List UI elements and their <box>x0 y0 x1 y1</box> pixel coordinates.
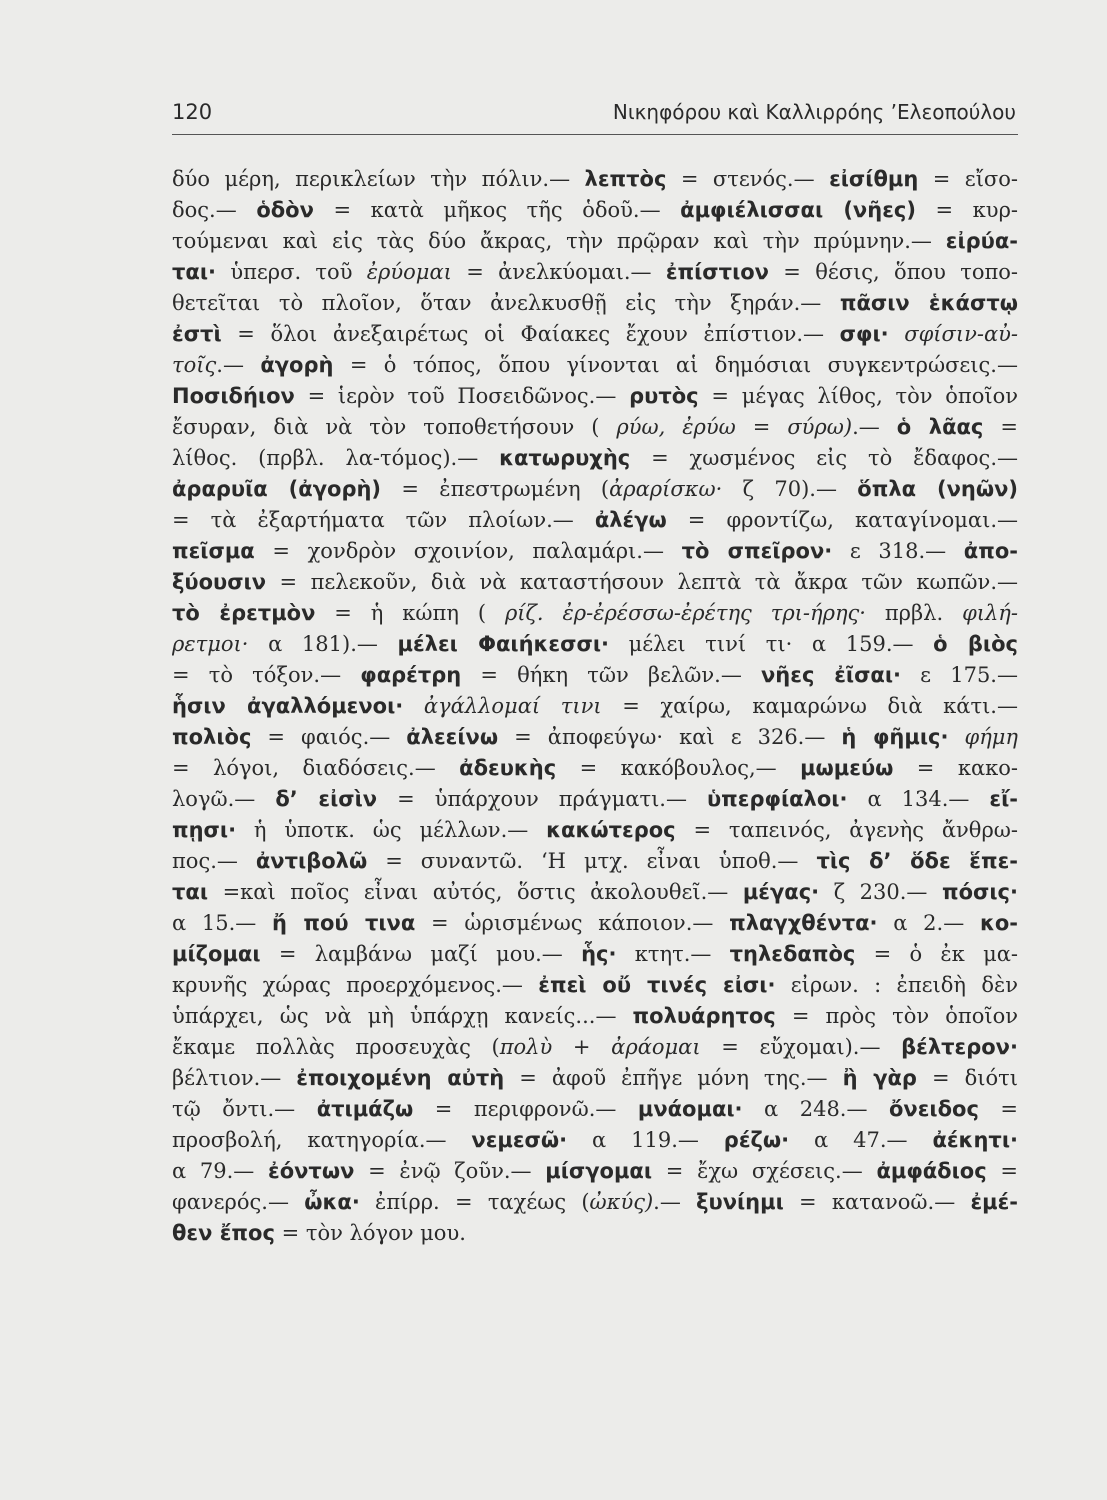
text-line: τῷ ὄντι.— ἀτιμάζω = περιφρονῶ.— μνάομαι· α 248.— ὄνειδος = <box>172 1097 1018 1121</box>
text-line: μίζομαι = λαμβάνω μαζί μου.— ἧς· κτητ.— τηλεδαπὸς = ὁ ἐκ μα- <box>172 942 1018 966</box>
text-line: δος.— ὁδὸν = κατὰ μῆκος τῆς ὁδοῦ.— ἀμφιέλισσαι (νῆες) = κυρ- <box>172 198 1018 222</box>
text-line: τούμεναι καὶ εἰς τὰς δύο ἄκρας, τὴν πρῷραν καὶ τὴν πρύμνην.— εἰρύα- <box>172 229 1018 253</box>
text-line: κρυνῆς χώρας προερχόμενος.— ἐπεὶ οὔ τινές εἰσι· εἰρων. : ἐπειδὴ δὲν <box>172 973 1018 997</box>
text-line: θετεῖται τὸ πλοῖον, ὅταν ἀνελκυσθῇ εἰς τὴν ξηράν.— πᾶσιν ἑκάστῳ <box>172 291 1018 315</box>
text-line: ἔσυραν, διὰ νὰ τὸν τοποθετήσουν ( ρύω, ἐρύω = σύρω).— ὁ λᾶας = <box>172 415 1018 439</box>
text-line: ται =καὶ ποῖος εἶναι αὐτός, ὅστις ἀκολουθεῖ.— μέγας· ζ 230.— πόσις· <box>172 880 1018 904</box>
text-line: ἧσιν ἀγαλλόμενοι· ἀγάλλομαί τινι = χαίρω, καμαρώνω διὰ κάτι.— <box>172 694 1018 718</box>
text-line: βέλτιον.— ἐποιχομένη αὐτὴ = ἀφοῦ ἐπῆγε μόνη της.— ἢ γὰρ = διότι <box>172 1066 1018 1090</box>
page-number: 120 <box>172 100 213 124</box>
text-line: = λόγοι, διαδόσεις.— ἀδευκὴς = κακόβουλος,— μωμεύω = κακο- <box>172 756 1018 780</box>
glossary-text <box>172 164 1018 1249</box>
text-line: πεῖσμα = χονδρὸν σχοινίον, παλαμάρι.— τὸ σπεῖρον· ε 318.— ἀπο- <box>172 539 1018 563</box>
text-line: ρετμοι· α 181).— μέλει Φαιήκεσσι· μέλει τινί τι· α 159.— ὁ βιὸς <box>172 632 1018 656</box>
text-line: ξύουσιν = πελεκοῦν, διὰ νὰ καταστήσουν λεπτὰ τὰ ἄκρα τῶν κωπῶν.— <box>172 570 1018 594</box>
page-header <box>172 100 1018 135</box>
text-line: α 79.— ἐόντων = ἐνῷ ζοῦν.— μίσγομαι = ἔχω σχέσεις.— ἀμφάδιος = <box>172 1159 1018 1183</box>
text-line: = τὰ ἐξαρτήματα τῶν πλοίων.— ἀλέγω = φροντίζω, καταγίνομαι.— <box>172 508 1018 532</box>
text-line: ἐστὶ = ὅλοι ἀνεξαιρέτως οἱ Φαίακες ἔχουν ἐπίστιον.— σφι· σφίσιν-αὐ- <box>172 322 1018 346</box>
text-line: α 15.— ἤ πού τινα = ὡρισμένως κάποιον.— πλαγχθέντα· α 2.— κο- <box>172 911 1018 935</box>
text-line: = τὸ τόξον.— φαρέτρη = θήκη τῶν βελῶν.— νῆες ἐῖσαι· ε 175.— <box>172 663 1018 687</box>
text-line: φανερός.— ὦκα· ἐπίρρ. = ταχέως (ὠκύς).— ξυνίημι = κατανοῶ.— ἐμέ- <box>172 1190 1018 1214</box>
text-line: πος.— ἀντιβολῶ = συναντῶ. ‘Η μτχ. εἶναι ὑποθ.— τὶς δ’ ὅδε ἕπε- <box>172 849 1018 873</box>
text-line: πολιὸς = φαιός.— ἀλεείνω = ἀποφεύγω· καὶ ε 326.— ἡ φῆμις· φήμη <box>172 725 1018 749</box>
text-line: λίθος. (πρβλ. λα-τόμος).— κατωρυχὴς = χωσμένος εἰς τὸ ἔδαφος.— <box>172 446 1018 470</box>
text-line: ται· ὑπερσ. τοῦ ἐρύομαι = ἀνελκύομαι.— ἐπίστιον = θέσις, ὅπου τοπο- <box>172 260 1018 284</box>
text-line: προσβολή, κατηγορία.— νεμεσῶ· α 119.— ρέζω· α 47.— ἀέκητι· <box>172 1128 1018 1152</box>
text-line: Ποσιδήιον = ἱερὸν τοῦ Ποσειδῶνος.— ρυτὸς = μέγας λίθος, τὸν ὁποῖον <box>172 384 1018 408</box>
text-line: λογῶ.— δ’ εἰσὶν = ὑπάρχουν πράγματι.— ὑπερφίαλοι· α 134.— εἴ- <box>172 787 1018 811</box>
text-line: ἔκαμε πολλὰς προσευχὰς (πολὺ + ἀράομαι = εὔχομαι).— βέλτερον· <box>172 1035 1018 1059</box>
text-line: ὑπάρχει, ὡς νὰ μὴ ὑπάρχῃ κανείς...— πολυάρητος = πρὸς τὸν ὁποῖον <box>172 1004 1018 1028</box>
text-line: πῃσι· ἡ ὑποτκ. ὡς μέλλων.— κακώτερος = ταπεινός, ἀγενὴς ἄνθρω- <box>172 818 1018 842</box>
text-line: δύο μέρη, περικλείων τὴν πόλιν.— λεπτὸς = στενός.— εἰσίθμη = εἴσο- <box>172 167 1018 191</box>
text-line: τοῖς.— ἀγορὴ = ὁ τόπος, ὅπου γίνονται αἱ δημόσιαι συγκεντρώσεις.— <box>172 353 1018 377</box>
text-line: ἀραρυῖα (ἀγορὴ) = ἐπεστρωμένη (ἀραρίσκω· ζ 70).— ὅπλα (νηῶν) <box>172 477 1018 501</box>
running-title: Νικηφόρου καὶ Καλλιρρόης ’Ελεοπούλου <box>612 100 1016 124</box>
text-line: τὸ ἐρετμὸν = ἡ κώπη ( ρίζ. ἐρ-ἐρέσσω-ἐρέτης τρι-ήρης· πρβλ. φιλή- <box>172 601 1018 625</box>
text-line: θεν ἔπος = τὸν λόγον μου. <box>172 1221 466 1245</box>
